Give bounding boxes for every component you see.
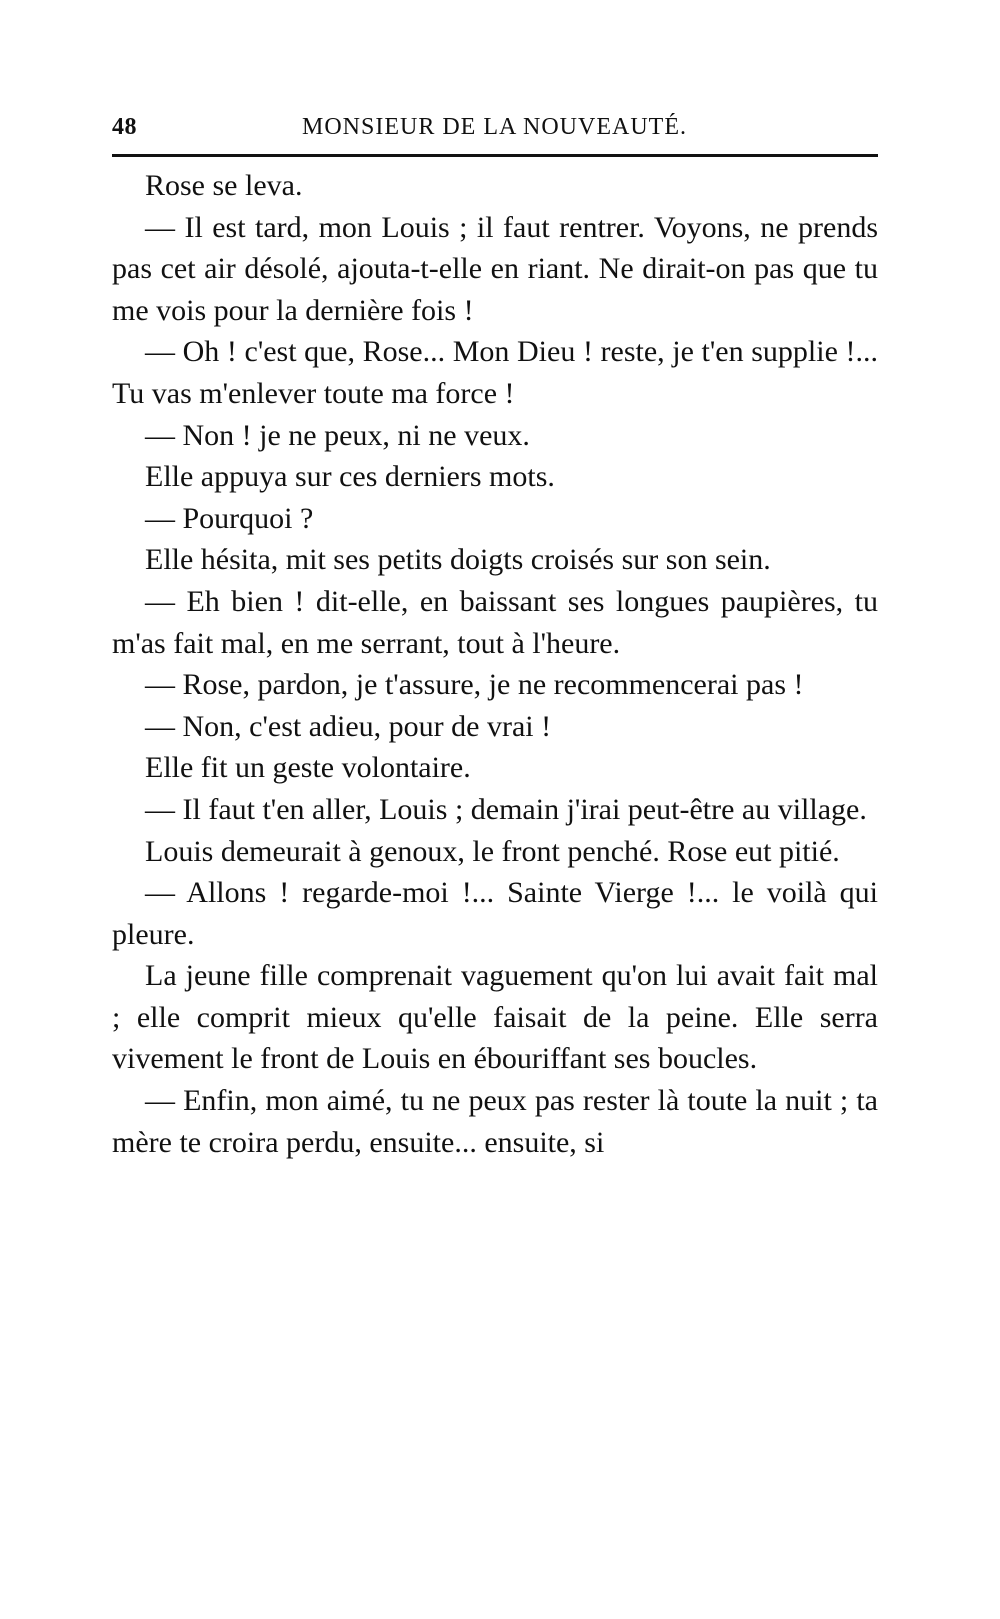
- paragraph: Louis demeurait à genoux, le front penché. Rose eut pitié.: [145, 834, 840, 868]
- paragraph: Elle appuya sur ces derniers mots.: [145, 460, 555, 494]
- paragraph: — Enfin, mon aimé, tu ne peux pas rester là toute la nuit ; ta mère te croira perdu, ensuite... ensuite, si: [112, 1084, 878, 1159]
- paragraph: — Non, c'est adieu, pour de vrai !: [145, 709, 552, 743]
- paragraph: Rose se leva.: [145, 169, 303, 202]
- paragraph: — Non ! je ne peux, ni ne veux.: [145, 418, 530, 452]
- running-head: [112, 102, 878, 146]
- body-text: [112, 165, 878, 1163]
- paragraph: — Allons ! regarde-moi !... Sainte Vierge !... le voilà qui pleure.: [112, 876, 878, 951]
- paragraph: — Eh bien ! dit-elle, en baissant ses longues paupières, tu m'as fait mal, en me serrant, tout à l'heure.: [112, 584, 878, 660]
- paragraph: La jeune fille comprenait vaguement qu'on lui avait fait mal ; elle comprit mieux qu'elle faisait de la peine. Elle serra vivement le front de Louis en ébouriffant ses boucles.: [112, 959, 878, 1076]
- paragraph: Elle fit un geste volontaire.: [145, 751, 471, 785]
- paragraph: — Oh ! c'est que, Rose... Mon Dieu ! reste, je t'en supplie !... Tu vas m'enlever toute ma force !: [112, 335, 878, 410]
- paragraph: — Il est tard, mon Louis ; il faut rentrer. Voyons, ne prends pas cet air désolé, ajouta-t-elle en riant. Ne dirait-on pas que tu me vois pour la dernière fois !: [112, 210, 878, 327]
- header-rule: [112, 154, 878, 157]
- book-page: [112, 102, 878, 1163]
- paragraph: — Rose, pardon, je t'assure, je ne recommencerai pas !: [145, 668, 804, 702]
- paragraph: Elle hésita, mit ses petits doigts croisés sur son sein.: [145, 543, 771, 577]
- paragraph: — Il faut t'en aller, Louis ; demain j'irai peut-être au village.: [145, 792, 867, 826]
- running-title: MONSIEUR DE LA NOUVEAUTÉ.: [302, 114, 687, 140]
- page-number: 48: [112, 114, 137, 140]
- paragraph: — Pourquoi ?: [145, 501, 314, 535]
